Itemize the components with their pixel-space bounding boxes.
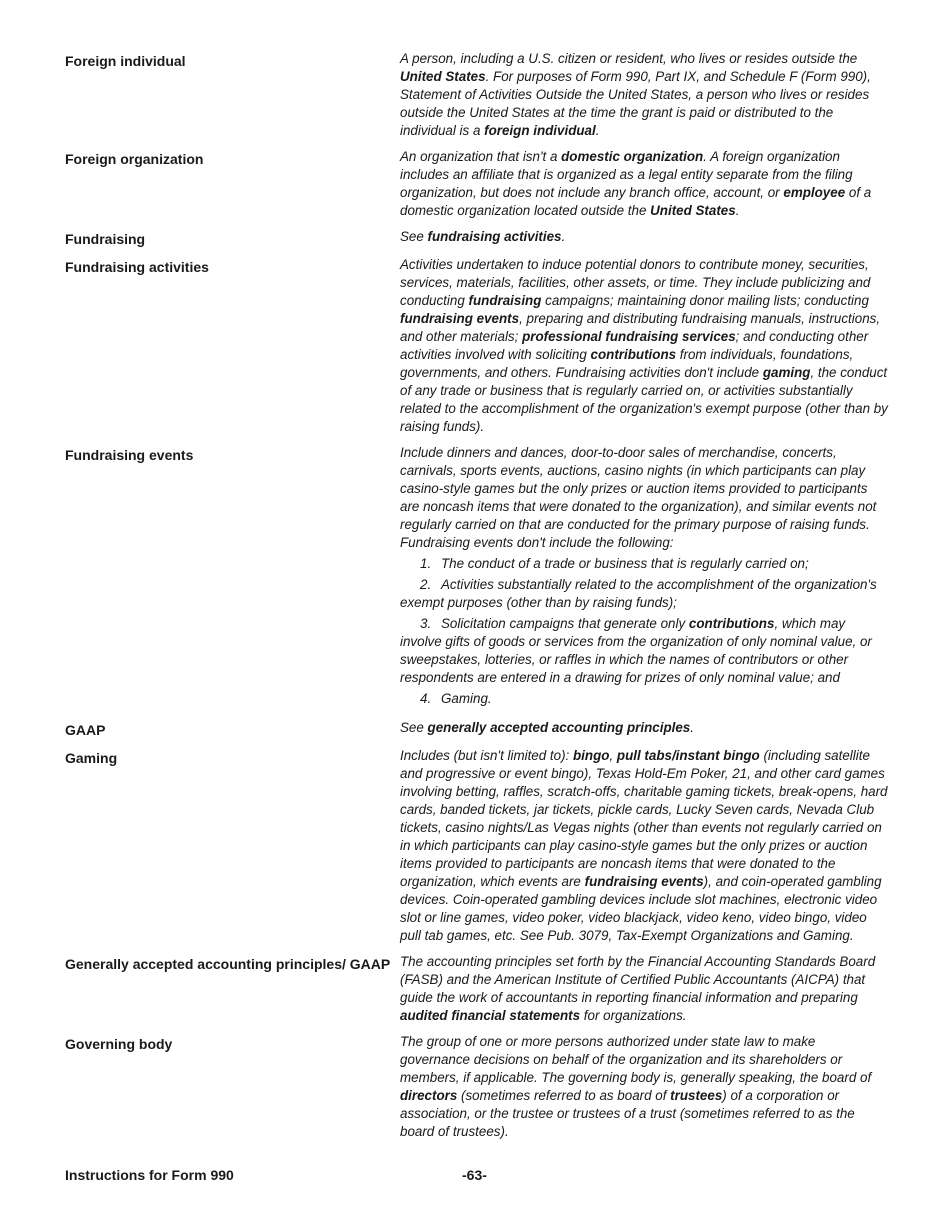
glossary-entry-fundraising-activities [65,256,890,436]
glossary-definition [400,256,888,436]
definition-text: , the conduct of any trade or business that is regularly carried on, or activities substantially related to the accomplishment of the organization's exempt purpose (other than by raising funds). [400,365,888,434]
glossary-entry-foreign-organization [65,148,890,220]
definition-text: See [400,229,428,244]
glossary-definition [400,50,888,140]
definition-text: (sometimes referred to as board of [457,1088,671,1103]
item-number: 2. [420,577,432,592]
term-reference: foreign individual [484,123,596,138]
glossary-entry-fundraising [65,228,890,248]
definition-text: The accounting principles set forth by the Financial Accounting Standards Board (FASB) and the American Institute of Certified Public Accountants (AICPA) that guide the work of accountants in reporting financial information and preparing [400,954,876,1005]
term-reference: generally accepted accounting principles [427,720,691,735]
definition-text: . [735,203,740,218]
glossary-term: Generally accepted accounting principles/ GAAP [65,956,391,972]
glossary-definition [400,148,888,220]
definition-text: Activities substantially related to the accomplishment of the organization's exempt purposes (other than by raising funds); [400,577,877,610]
definition-text: The group of one or more persons authorized under state law to make governance decisions on behalf of the organization and its shareholders or members, if applicable. The governing body is, generally speaking, the board of [400,1034,872,1085]
term-reference: directors [400,1088,458,1103]
definition-text: Include dinners and dances, door-to-door sales of merchandise, concerts, carnivals, sports events, auctions, casino nights (in which participants can play casino-style games but the only prizes or auction items provided to participants are noncash items that were donated to the organization), and similar events not regularly carried on that are conducted for the primary purpose of raising funds. Fundraising events don't include the following: [400,445,877,550]
definition-text: of a domestic organization located outside the [400,185,872,218]
glossary-term: GAAP [65,722,106,738]
glossary-term: Fundraising activities [65,259,209,275]
glossary-entry-fundraising-events [65,444,890,711]
definition-text: ) of a corporation or association, or the trustee or trustees of a trust (sometimes referred to as the board of trustees). [400,1088,855,1139]
glossary-term: Foreign individual [65,53,186,69]
term-reference: fundraising activities [427,229,562,244]
term-reference: United States [400,69,486,84]
item-number: 1. [420,556,432,571]
term-reference: bingo [573,748,610,763]
definition-paragraph [400,228,888,246]
glossary-definition [400,719,888,739]
definition-paragraph [400,148,888,220]
term-reference: gaming [762,365,811,380]
definition-text: for organizations. [580,1008,687,1023]
definition-text: , which may involve gifts of goods or services from the organization of only nominal value, or sweepstakes, lotteries, or raffles in which the names of contributors or other respondents are entered in a drawing for prizes of only nominal value; and [400,616,872,685]
definition-paragraph [400,953,888,1025]
item-number: 3. [420,616,432,631]
definition-text: . [561,229,566,244]
definition-paragraph [400,444,888,552]
term-reference: trustees [670,1088,723,1103]
glossary-term: Fundraising events [65,447,194,463]
term-reference: professional fundraising services [522,329,736,344]
definition-text: ; and conducting other activities involved with soliciting [400,329,869,362]
definition-text: Gaming. [441,691,492,706]
glossary-definition [400,228,888,248]
definition-text: An organization that isn't a [400,149,562,164]
definition-text: A person, including a U.S. citizen or resident, who lives or resides outside the [400,51,858,66]
glossary-definition [400,1033,888,1141]
glossary-term: Foreign organization [65,151,204,167]
glossary-term: Fundraising [65,231,146,247]
glossary-definition [400,953,888,1025]
term-reference: United States [650,203,736,218]
definition-text: from individuals, foundations, governments, and others. Fundraising activities don't include [400,347,854,380]
definition-text: Solicitation campaigns that generate only [441,616,689,631]
definition-text: . A foreign organization includes an affiliate that is organized as a legal entity separate from the filing organization, but does not include any branch office, account, or [400,149,853,200]
definition-text: . [690,720,694,735]
glossary-list [65,50,890,1141]
exclusion-item [400,615,888,687]
glossary-term: Gaming [65,750,118,766]
definition-text: See [400,720,428,735]
glossary-entry-governing-body [65,1033,890,1141]
definition-text: Includes (but isn't limited to): [400,748,573,763]
definition-text: ), and coin-operated gambling devices. Coin-operated gambling devices include slot machines, electronic video slot or line games, video poker, video blackjack, video keno, video bingo, video pull tab games, etc. See Pub. 3079, Tax-Exempt Organizations and Gaming. [400,874,882,943]
term-reference: contributions [688,616,775,631]
definition-paragraph [400,256,888,436]
glossary-definition [400,444,888,711]
exclusion-item [400,576,888,612]
footer-title: Instructions for Form 990 [65,1167,234,1183]
definition-text: (including satellite and progressive or event bingo), Texas Hold-Em Poker, 21, and other card games involving betting, raffles, scratch-offs, charitable gaming tickets, break-opens, hard cards, banded tickets, jar tickets, pickle cards, Lucky Seven cards, Nevada Club tickets, casino nights/Las Vegas nights (other than events not regularly carried on in which participants can play casino-style games but the only prizes or auction items provided to participants are noncash items that were donated to the organization, which events are [400,748,888,889]
term-reference: pull tabs/instant bingo [616,748,760,763]
glossary-entry-gaap [65,719,890,739]
definition-text: campaigns; maintaining donor mailing lists; conducting [541,293,869,308]
glossary-term: Governing body [65,1036,173,1052]
page-number: -63- [462,1167,487,1183]
definition-paragraph [400,747,888,945]
term-reference: fundraising events [584,874,704,889]
exclusion-item [400,690,888,708]
term-reference: employee [783,185,846,200]
term-reference: fundraising [468,293,542,308]
glossary-definition [400,747,888,945]
definition-paragraph [400,719,888,737]
glossary-entry-generally-accepted-accounting-principles-gaap [65,953,890,1025]
glossary-entry-foreign-individual [65,50,890,140]
definition-text: , preparing and distributing fundraising manuals, instructions, and other materials; [400,311,881,344]
term-reference: domestic organization [561,149,704,164]
term-reference: contributions [590,347,677,362]
term-reference: audited financial statements [400,1008,581,1023]
definition-text: . [595,123,600,138]
term-reference: fundraising events [400,311,520,326]
definition-paragraph [400,1033,888,1141]
definition-paragraph [400,50,888,140]
exclusion-item [400,555,888,573]
definition-text: The conduct of a trade or business that is regularly carried on; [441,556,809,571]
item-number: 4. [420,691,432,706]
definition-text: , [609,748,617,763]
definition-text: . For purposes of Form 990, Part IX, and Schedule F (Form 990), Statement of Activities Outside the United States, a person who lives or resides outside the United States at the time the grant is paid or distributed to the individual is a [400,69,871,138]
definition-text: Activities undertaken to induce potential donors to contribute money, securities, services, materials, facilities, other assets, or time. They include publicizing and conducting [400,257,871,308]
glossary-entry-gaming [65,747,890,945]
